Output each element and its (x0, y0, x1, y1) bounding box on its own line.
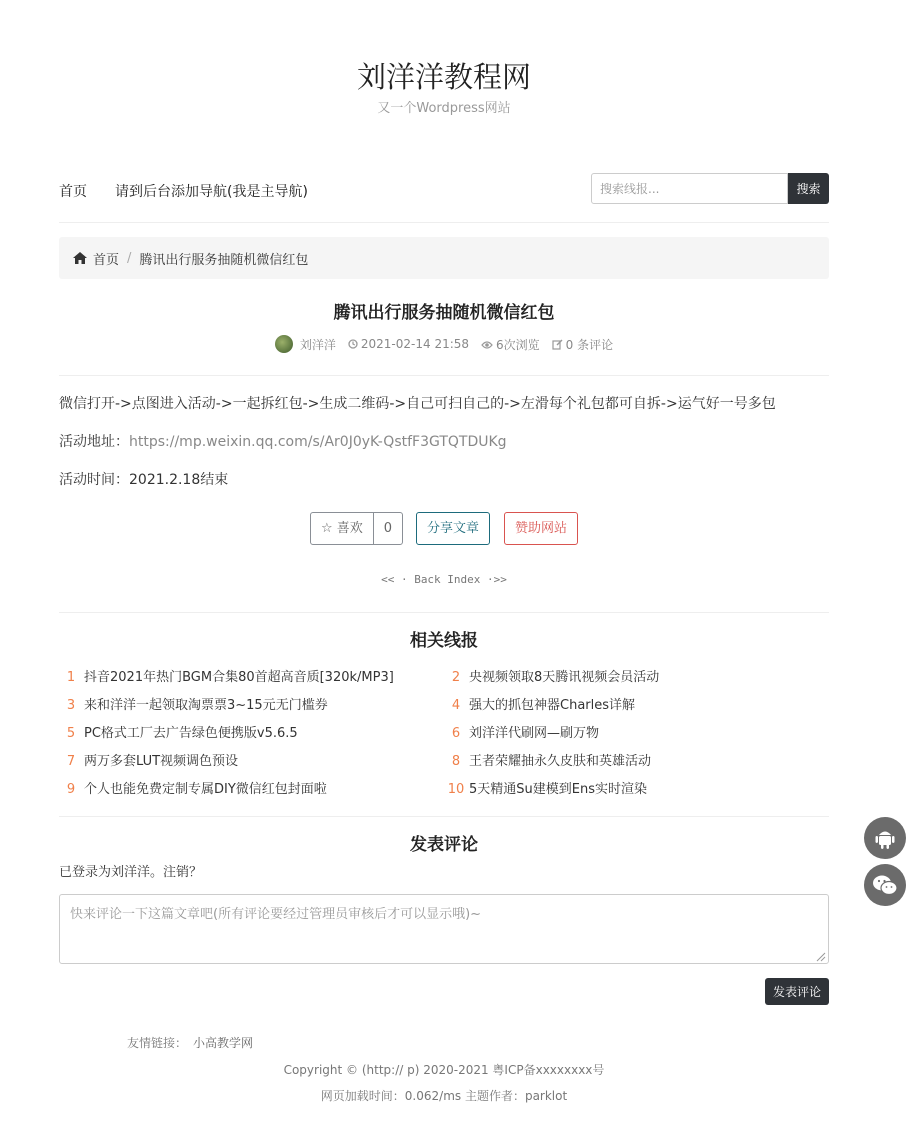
post-date-wrap (348, 337, 469, 351)
divider (59, 222, 829, 223)
list-item-title[interactable]: 两万多套LUT视频调色预设 (84, 754, 239, 769)
list-item[interactable] (58, 694, 328, 713)
list-item[interactable] (443, 722, 599, 741)
list-item[interactable] (58, 722, 298, 741)
logged-in-text[interactable]: 已登录为刘洋洋。注销？ (59, 865, 203, 880)
list-item-number: 10 (447, 782, 465, 797)
home-icon (73, 252, 87, 264)
post-title: 腾讯出行服务抽随机微信红包 (333, 303, 555, 323)
search-input[interactable] (591, 173, 788, 204)
list-item-number: 4 (451, 698, 461, 713)
post-content (59, 395, 829, 509)
main-nav (59, 173, 829, 205)
list-item-number: 2 (451, 670, 461, 685)
post-meta (0, 335, 888, 353)
android-button[interactable] (864, 817, 906, 859)
related-title: 相关线报 (410, 631, 478, 651)
post-actions (0, 512, 888, 545)
list-item[interactable] (443, 666, 659, 685)
list-item-title[interactable]: 抖音2021年热门BGM合集80首超高音质[320k/MP3] (84, 670, 394, 685)
list-item-title[interactable]: 个人也能免费定制专属DIY微信红包封面啦 (84, 782, 327, 797)
nav-home-link[interactable]: 首页 (59, 184, 87, 200)
comment-textarea[interactable] (59, 894, 829, 964)
breadcrumb-home-link[interactable]: 首页 (93, 252, 120, 268)
post-date: 2021-02-14 21:58 (360, 337, 470, 351)
divider (59, 816, 829, 817)
list-item-title[interactable]: 来和洋洋一起领取淘票票3~15元无门槛券 (84, 698, 328, 713)
search-form (591, 173, 829, 204)
comment-title: 发表评论 (410, 835, 478, 855)
activity-address-link[interactable]: https://mp.weixin.qq.com/s/Ar0J0yK-QstfF3GTQTDUKg (129, 434, 507, 450)
post-views-wrap (481, 336, 540, 353)
content-line (59, 433, 829, 451)
divider (59, 375, 829, 376)
like-count: 0 (383, 521, 393, 536)
search-button[interactable]: 搜索 (788, 173, 829, 204)
list-item-title[interactable]: 王者荣耀抽永久皮肤和英雄活动 (469, 754, 652, 769)
author-avatar (275, 335, 293, 353)
content-line (59, 471, 829, 489)
list-item-number: 1 (66, 670, 76, 685)
resize-grip-icon[interactable] (814, 950, 826, 962)
load-time: 网页加载时间：0.062/ms 主题作者：parklot (320, 1089, 568, 1103)
post-comments[interactable]: 0 条评论 (565, 337, 614, 352)
nav-main-link[interactable]: 请到后台添加导航(我是主导航) (115, 184, 308, 200)
list-item-title[interactable]: 刘洋洋代刷网—刷万物 (469, 726, 600, 741)
clock-icon (348, 339, 358, 349)
activity-time-label: 活动时间： (59, 472, 129, 488)
post-views: 6次浏览 (496, 337, 540, 352)
friend-link[interactable]: 小高教学网 (193, 1036, 254, 1050)
breadcrumb (59, 237, 829, 279)
eye-icon (481, 340, 493, 350)
edit-icon (552, 339, 563, 350)
submit-comment-button[interactable]: 发表评论 (765, 978, 829, 1005)
breadcrumb-separator: / (127, 250, 132, 266)
back-index-link[interactable]: << · Back Index ·>> (381, 573, 507, 586)
friend-links (127, 1034, 253, 1051)
list-item-number: 8 (451, 754, 461, 769)
list-item[interactable] (58, 778, 327, 797)
site-subtitle: 又一个Wordpress网站 (377, 101, 511, 116)
divider (59, 612, 829, 613)
wechat-button[interactable] (864, 864, 906, 906)
list-item-title[interactable]: 强大的抓包神器Charles详解 (469, 698, 636, 713)
like-label[interactable]: ☆ 喜欢 (311, 513, 374, 544)
list-item-number: 5 (66, 726, 76, 741)
donate-button[interactable]: 赞助网站 (504, 512, 578, 545)
breadcrumb-current: 腾讯出行服务抽随机微信红包 (139, 252, 309, 268)
friend-links-label: 友情链接： (127, 1036, 188, 1050)
share-button[interactable]: 分享文章 (416, 512, 490, 545)
post-author[interactable]: 刘洋洋 (299, 337, 336, 352)
like-button[interactable] (310, 512, 403, 545)
list-item[interactable] (58, 750, 238, 769)
copyright: Copyright © (http:// p) 2020-2021 粤ICP备xxxxxxxx号 (283, 1063, 605, 1077)
list-item-number: 7 (66, 754, 76, 769)
activity-time-value: 2021.2.18结束 (129, 472, 229, 488)
list-item-number: 9 (66, 782, 76, 797)
list-item[interactable] (58, 666, 394, 685)
list-item-number: 3 (66, 698, 76, 713)
list-item-title[interactable]: 央视频领取8天腾讯视频会员活动 (469, 670, 660, 685)
list-item-title[interactable]: PC格式工厂去广告绿色便携版v5.6.5 (84, 726, 298, 741)
activity-address-label: 活动地址： (59, 434, 129, 450)
wechat-icon (872, 874, 898, 896)
content-line: 微信打开->点图进入活动->一起拆红包->生成二维码->自己可扫自己的->左滑每个礼包都可自拆->运气好一号多包 (59, 396, 776, 412)
list-item-number: 6 (451, 726, 461, 741)
list-item[interactable] (443, 750, 651, 769)
site-title[interactable]: 刘洋洋教程网 (356, 60, 531, 94)
list-item[interactable] (443, 778, 647, 797)
android-icon (875, 827, 895, 849)
post-comments-wrap[interactable] (552, 336, 613, 353)
list-item[interactable] (443, 694, 635, 713)
list-item-title[interactable]: 5天精通Su建模到Ens实时渲染 (469, 782, 647, 797)
